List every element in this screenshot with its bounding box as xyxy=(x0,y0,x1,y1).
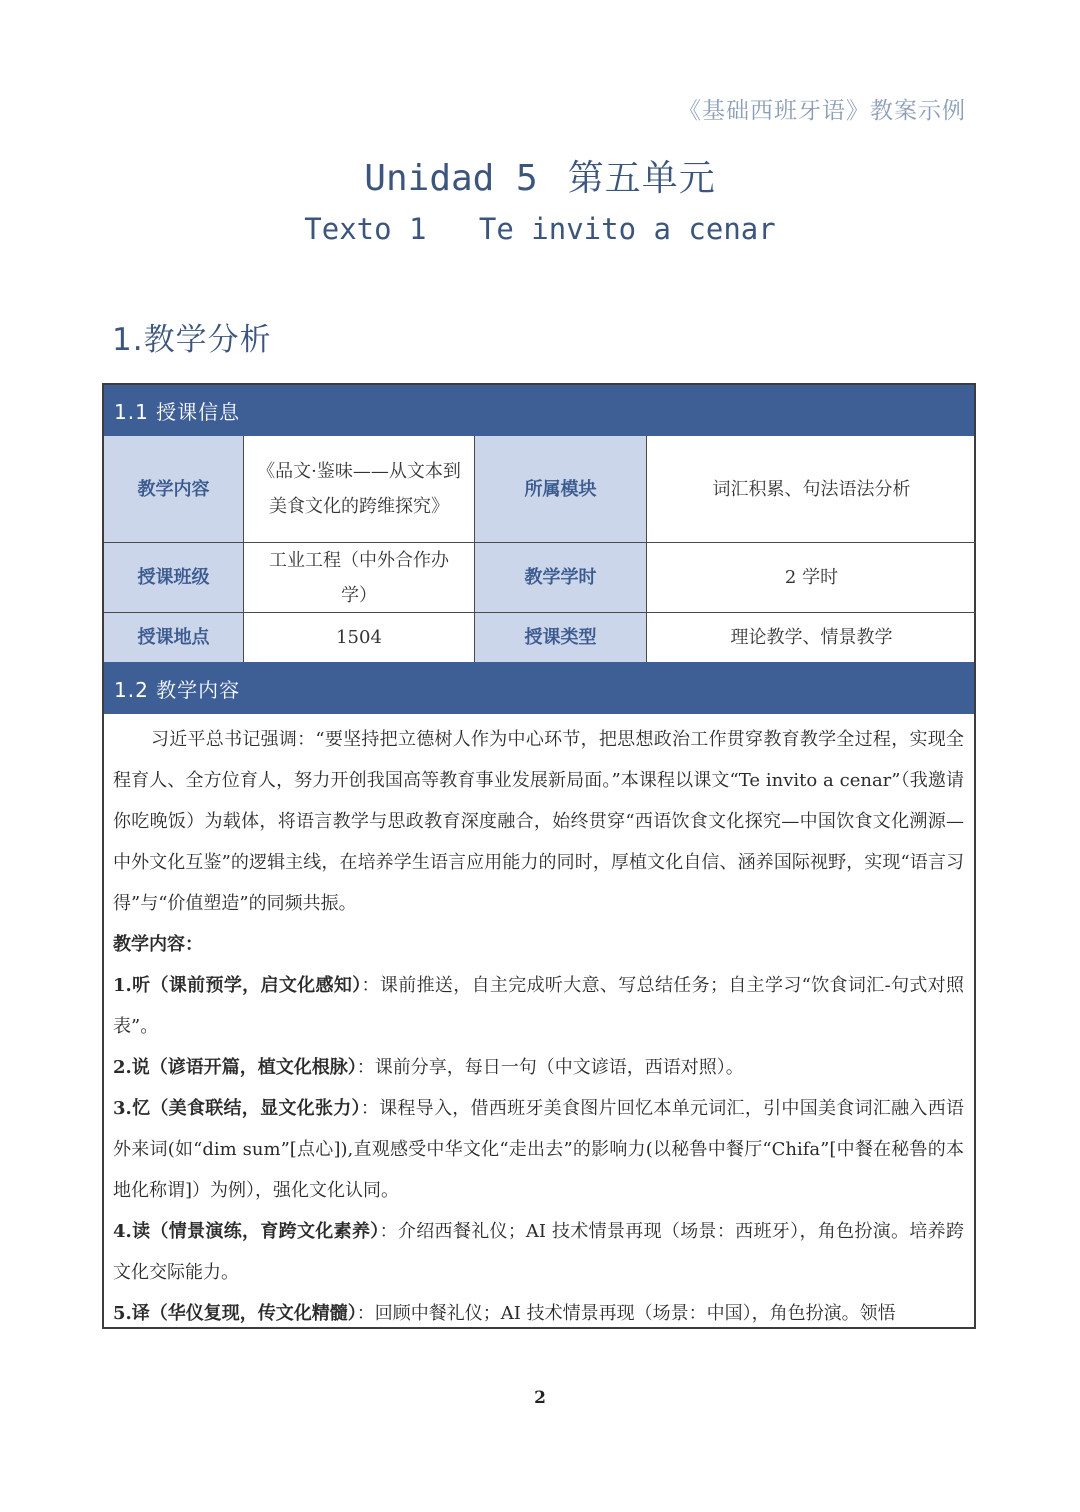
header-note: 《基础西班牙语》教案示例 xyxy=(678,98,966,124)
grid-line xyxy=(104,542,976,543)
label-module: 所属模块 xyxy=(475,436,646,542)
label-teaching-content: 教学内容 xyxy=(104,436,243,542)
label-class: 授课班级 xyxy=(104,543,243,612)
section-bar-teaching-content: 1.2 教学内容 xyxy=(104,662,974,714)
content-item-2: 2.说（谚语开篇，植文化根脉）：课前分享，每日一句（中文谚语，西语对照）。 xyxy=(113,1057,744,1078)
grid-line xyxy=(243,436,244,662)
page-number: 2 xyxy=(534,1388,546,1408)
content-item-4: 4.读（情景演练，育跨文化素养）：介绍西餐礼仪；AI 技术情景再现（场景：西班牙），角色扮演。培养跨文化交际能力。 xyxy=(113,1221,965,1283)
label-hours: 教学学时 xyxy=(475,543,646,612)
unit-cn-title: 第五单元 xyxy=(567,158,716,199)
teaching-content-body xyxy=(113,719,964,1334)
content-item-5: 5.译（华仪复现，传文化精髓）：回顾中餐礼仪；AI 技术情景再现（场景：中国），角色扮演。领悟 xyxy=(113,1303,896,1324)
value-module: 词汇积累、句法语法分析 xyxy=(712,478,911,500)
section-title: 1.教学分析 xyxy=(112,322,272,358)
grid-line xyxy=(474,436,475,662)
content-item-1: 1.听（课前预学，启文化感知）：课前推送，自主完成听大意、写总结任务；自主学习“饮食词汇-句式对照表”。 xyxy=(113,975,965,1037)
intro-paragraph: 习近平总书记强调：“要坚持把立德树人作为中心环节，把思想政治工作贯穿教育教学全过程，实现全程育人、全方位育人，努力开创我国高等教育事业发展新局面。”本课程以课文“Te invito a cenar”（我邀请你吃晚饭）为载体，将语言教学与思政教育深度融合，始终贯穿“西语饮食文化探究—中国饮食文化溯源— 中外文化互鉴”的逻辑主线，在培养学生语言应用能力的同时，厚植文化自信、涵养国际视野，实现“语言习得”与“价值塑造”的同频共振。 xyxy=(113,729,964,914)
value-teaching-type: 理论教学、情景教学 xyxy=(730,627,893,648)
text-title: Texto 1 Te invito a cenar xyxy=(304,212,776,246)
value-class: 工业工程（中外合作办学） xyxy=(269,549,449,606)
value-teaching-content: 《品文·鉴味——从文本到美食文化的跨维探究》 xyxy=(257,461,461,517)
content-item-3: 3.忆（美食联结，显文化张力）：课程导入，借西班牙美食图片回忆本单元词汇，引中国美食词汇融入西语外来词(如“dim sum”[点心]),直观感受中华文化“走出去”的影响力(以秘鲁中餐厅“Chifa”[中餐在秘鲁的本地化称谓]）为例），强化文化认同。 xyxy=(113,1098,964,1201)
section-bar-teaching-info: 1.1 授课信息 xyxy=(104,385,974,436)
value-hours: 2 学时 xyxy=(784,567,839,588)
grid-line xyxy=(104,612,976,613)
unit-title xyxy=(0,150,1080,201)
grid-line xyxy=(646,436,647,662)
unit-label: Unidad 5 xyxy=(364,158,538,199)
label-teaching-type: 授课类型 xyxy=(475,613,646,662)
lesson-table xyxy=(102,383,976,1329)
content-heading: 教学内容： xyxy=(113,934,203,955)
label-location: 授课地点 xyxy=(104,613,243,662)
value-location: 1504 xyxy=(336,627,382,648)
